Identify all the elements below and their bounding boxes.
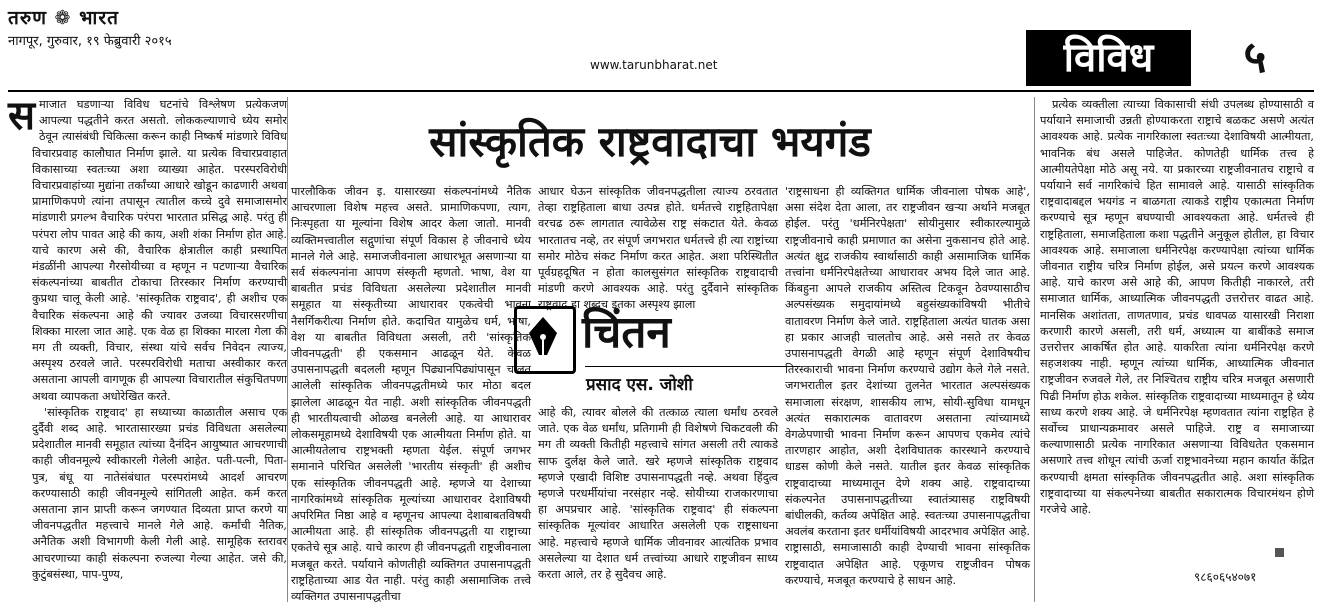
- paragraph: 'राष्ट्रसाधना ही व्यक्तिगत धार्मिक जीवनाला पोषक आहे', असा संदेश देता आला, तर राष्ट्रजीवन खऱ्या अर्थाने मजबूत होईल. परंतु 'धर्मनिरपेक्षता' सोयीनुसार स्वीकारल्यामुळे राष्ट्रजीवनाचे काही प्रमाणात का असेना नुकसानच होते आहे. अत्यंत क्षुद्र राजकीय स्वार्थासाठी काही असामाजिक धार्मिक तत्त्वांना धर्मनिरपेक्षतेच्या आधारावर अभय दिले जात आहे. किंबहुना आपले राजकीय अस्तित्व टिकवून ठेवण्यासाठीच अल्पसंख्यक समुदायांमध्ये बहुसंख्यकांविषयी भीतीचे वातावरण निर्माण केले जाते. राष्ट्रहिताला अत्यंत घातक असा हा प्रकार आजही चालतोच आहे. असे नसते तर केवळ उपासनापद्धती वेगळी आहे म्हणून संपूर्ण देशाविषयीच तिरस्काराची भावना निर्माण करण्याचे उद्योग केले गेले नसते. जगभरातील इतर देशांच्या तुलनेत भारतात अल्पसंख्यक समाजाला संरक्षण, शासकीय लाभ, सोयी-सुविधा यामधून अत्यंत सकारात्मक वातावरण असताना त्यांच्यामध्ये वेगळेपणाची भावना निर्माण करून आपणच एकमेव त्यांचे तारणहार आहोत, अशी देशविघातक कारस्थाने करण्याचे धाडस कोणी केले नसते. यातील इतर केवळ सांस्कृतिक राष्ट्रवादाच्या माध्यमातून देणे शक्य आहे. राष्ट्रवादाच्या संकल्पनेत उपासनापद्धतीच्या स्वातंत्र्यासह राष्ट्रविषयी बांधीलकी, कर्तव्य अपेक्षित आहे. स्वतःच्या उपासनापद्धतीचा अवलंब करताना इतर धर्मीयांविषयी आदरभाव अपेक्षित आहे. राष्ट्रासाठी, समाजासाठी काही देण्याची भावना सांस्कृतिक राष्ट्रवादात अपेक्षित आहे. एकूणच राष्ट्रजीवन पोषक करण्याचे, मजबूत करण्याचे हे साधन आहे.: [785, 185, 1030, 587]
- column-divider: [1034, 97, 1035, 602]
- paragraph: पारलौकिक जीवन इ. यासारख्या संकल्पनांमध्ये नैतिक आचरणाला विशेष महत्त्व असते. प्रामाणिकपणा, त्याग, निःस्पृहता या मूल्यांना विशेष आदर केला जातो. मानवी व्यक्तिमत्त्वातील सद्गुणांचा संपूर्ण विकास हे जीवनाचे ध्येय मानले गेले आहे. समाजजीवनाला आधारभूत असणाऱ्या या सर्व संकल्पनांना आपण संस्कृती म्हणतो. भाषा, वेश या बाबतीत प्रचंड विविधता असलेल्या प्रदेशातील मानवी समूहात या संस्कृतीच्या आधारावर एकत्वेची भावना नैसर्गिकरीत्या निर्माण होते. कदाचित यामुळेच धर्म, भाषा, वेश या बाबतीत विविधता असली, तरी 'सांस्कृतिक जीवनपद्धती' ही एकसमान आढळून येते. केवळ उपासनापद्धती बदलली म्हणून पिढ्यानपिढ्यांपासून चालत आलेली सांस्कृतिक जीवनपद्धतीमध्ये फार मोठा बदल झालेला आढळून येत नाही. अशी सांस्कृतिक जीवनपद्धती ही भारतीयत्वाची ओळख बनलेली आहे. या आधारावर लोकसमूहामध्ये देशाविषयी एक आत्मीयता निर्माण होते. या आत्मीयतेलाच राष्ट्रभक्ती म्हणता येईल. संपूर्ण जगभर समानाने परिचित असलेली 'भारतीय संस्कृती' ही अशीच एक सांस्कृतिक जीवनपद्धती आहे. म्हणजे या देशाच्या नागरिकांमध्ये सांस्कृतिक मूल्यांच्या आधारावर देशाविषयी अपरिमित निष्ठा आहे व म्हणूनच आपल्या देशाबाबतविषयी आत्मीयता आहे. ही सांस्कृतिक जीवनपद्धती या राष्ट्राच्या एकतेचे सूत्र आहे. याचे कारण ही जीवनपद्धती राष्ट्रजीवनाला मजबूत करते. पर्यायाने कोणतीही व्यक्तिगत उपासनापद्धती राष्ट्रहिताच्या आड येत नाही. परंतु काही असामाजिक तत्त्वे व्यक्तिगत उपासनापद्धतीचा: [291, 185, 531, 604]
- article-column-3-top: [538, 184, 778, 312]
- masthead-rule: [8, 90, 1314, 92]
- column-divider: [287, 97, 288, 602]
- article-column-2: [291, 184, 531, 604]
- article-column-3-bottom: [538, 405, 778, 595]
- author-phone: ९८६०६५४०७१: [1194, 570, 1257, 584]
- end-of-article-mark: [1275, 548, 1284, 557]
- newspaper-logo: तरुण ❁ भारत: [8, 7, 119, 29]
- website-url[interactable]: www.tarunbharat.net: [590, 58, 718, 72]
- masthead: [8, 4, 308, 49]
- article-column-4: [785, 184, 1030, 594]
- paragraph: माजात घडणाऱ्या विविध घटनांचे विश्लेषण प्रत्येकजण आपल्या पद्धतीने करत असतो. लोककल्याणाचे ध्येय समोर ठेवून त्यासंबंधी चिकित्सा करून काही निष्कर्ष मांडणारे विविध विचारप्रवाह कालौघात निर्माण झाले. या प्रत्येक विचारप्रवाहात विकासाच्या स्वतःच्या अशा व्याख्या आहेत. परस्परविरोधी विचारप्रवाहांच्या मुद्यांना तर्कांच्या आधारे खोडून काढणारी अथवा प्रामाणिकपणे त्यांना तपासून त्यातील कच्चे दुवे समाजासमोर मांडणारी प्रगल्भ वैचारिक परंपरा भारतात प्रसिद्ध आहे. परंतु ही परंपरा लोप पावत आहे की काय, अशी शंका निर्माण होत आहे. याचे कारण असे की, वैचारिक क्षेत्रातील काही प्रस्थापित मंडळींनी आपल्या गैरसोयीच्या व म्हणून न पटणाऱ्या वैचारिक संकल्पनांच्या बाबतीत टोकाचा तिरस्कार निर्माण करण्याची कुप्रथा चालू केली आहे. 'सांस्कृतिक राष्ट्रवाद', ही अशीच एक वैचारिक संकल्पना आहे की ज्यावर उजव्या विचारसरणीचा शिक्का मारला जात आहे. एक वेळ हा शिक्का मारला गेला की मग ती व्यक्ती, विचार, संस्था यांचे सर्वच निवेदन त्याज्य, अस्पृश्य ठरवले जाते. परस्परविरोधी मताचा अस्वीकार करत असताना आपली वागणूक ही आपल्या विचारातील संकुचितपणा अथवा व्यापकता अधोरेखित करते.: [32, 98, 287, 403]
- article-column-1: [8, 92, 287, 602]
- paragraph: आहे की, त्यावर बोलले की तत्काळ त्याला धर्मांध ठरवले जाते. एक वेळ धर्मांध, प्रतिगामी ही विशेषणे चिकटवली की मग ती व्यक्ती कितीही महत्त्वाचे सांगत असली तरी त्याकडे साफ दुर्लक्ष केले जाते. खरे म्हणजे सांस्कृतिक राष्ट्रवाद म्हणजे एखादी विशिष्ट उपासनापद्धती नव्हे. अथवा हिंदुत्व म्हणजे परधर्मीयांचा नरसंहार नव्हे. सोयीच्या राजकारणाचा हा अपप्रचार आहे. 'सांस्कृतिक राष्ट्रवाद' ही संकल्पना सांस्कृतिक मूल्यांवर आधारित असलेली एक राष्ट्रसाधना आहे. महत्त्वाचे म्हणजे धार्मिक जीवनावर आत्यंतिक प्रभाव असलेल्या या देशात धर्म तत्त्वांच्या आधारे राष्ट्रजीवन साध्य करता आले, तर हे सुदैवच आहे.: [538, 406, 778, 582]
- dateline: नागपूर, गुरुवार, १९ फेब्रुवारी २०१५: [8, 34, 172, 49]
- paragraph: प्रत्येक व्यक्तीला त्याच्या विकासाची संधी उपलब्ध होण्यासाठी व पर्यायाने समाजाची उन्नती होण्याकरता राष्ट्राचे बळकट असणे अत्यंत आवश्यक आहे. प्रत्येक नागरिकाला स्वतःच्या देशाविषयी आत्मीयता, भावनिक बंध असले पाहिजेत. कोणतेही धार्मिक तत्त्व हे आत्मीयतेपेक्षा मोठे असू नये. या प्रकारच्या राष्ट्रजीवनातच राष्ट्राचे व पर्यायाने सर्व नागरिकांचे हित सामावले आहे. यासाठी सांस्कृतिक राष्ट्रवादाबद्दल भयगंड न बाळगता त्याकडे राष्ट्रीय एकात्मता निर्माण करण्याचे सूत्र म्हणून बघण्याची आवश्यकता आहे. धर्मतत्त्वे ही राष्ट्रहिताला, समाजहिताला कशा पद्धतीने अनुकूल होतील, हा विचार आवश्यक आहे. समाजाला धर्मनिरपेक्ष करण्यापेक्षा त्यांच्या धार्मिक जीवनात राष्ट्रीय चरित्र निर्माण होईल, असे प्रयत्न करणे आवश्यक आहे. याचे कारण असे आहे की, आपण कितीही नाकारले, तरी समाजात धार्मिक, आध्यात्मिक जीवनपद्धती उत्तरोत्तर वाढत आहे. मानसिक अशांतता, ताणतणाव, प्रचंड धावपळ यासारखी निराशा करणारी कारणे असली, तरी धर्म, अध्यात्म या बाबींकडे समाज उत्तरोत्तर आकर्षित होत आहे. याकरिता त्यांना धर्मनिरपेक्ष करणे सहजशक्य नाही. म्हणून त्यांच्या धार्मिक, आध्यात्मिक जीवनात राष्ट्रजीवन रुजवले गेले, तर निश्चितच राष्ट्रीय चरित्र मजबूत असणारी पिढी निर्माण होऊ शकेल. सांस्कृतिक राष्ट्रवादाच्या माध्यमातून हे ध्येय साध्य करणे शक्य आहे. जे धर्मनिरपेक्ष म्हणवतात त्यांना राष्ट्रहित हे सर्वोच्च प्राधान्यक्रमावर असले पाहिजे. राष्ट्र व समाजाच्या कल्याणासाठी प्रत्येक नागरिकात असणाऱ्या विविधतेत एकसमान असणारे तत्त्व शोधून त्यांची ऊर्जा राष्ट्रभावनेच्या महान कार्यात केंद्रित करण्याची क्षमता सांस्कृतिक जीवनपद्धतीत आहे. अशा सांस्कृतिक राष्ट्रवादाच्या या संकल्पनेच्या बाबतीत सकारात्मक विचारमंथन होणे गरजेचे आहे.: [1040, 98, 1314, 517]
- paragraph: आधार घेऊन सांस्कृतिक जीवनपद्धतीला त्याज्य ठरवतात तेव्हा राष्ट्रहिताला बाधा उत्पन्न होते. धर्मतत्त्वे राष्ट्रहितापेक्षा वरचढ ठरू लागतात त्यावेळेस राष्ट्र संकटात येते. केवळ भारतातच नव्हे, तर संपूर्ण जगभरात धर्मतत्त्वे ही त्या राष्ट्रांच्या समोर मोठेच संकट निर्माण करत आहेत. अशा परिस्थितीत पूर्वग्रहदूषित न होता कालसुसंगत सांस्कृतिक राष्ट्रवादाची मांडणी करणे आवश्यक आहे. परंतु दुर्दैवाने सांस्कृतिक राष्ट्रवाद हा शब्दच इतका अस्पृश्य झाला: [538, 185, 778, 312]
- paragraph: 'सांस्कृतिक राष्ट्रवाद' हा सध्याच्या काळातील असाच एक दुर्दैवी शब्द आहे. भारतासारख्या प्रचंड विविधता असलेल्या प्रदेशातील मानवी समूहात त्यांच्या दैनंदिन आयुष्यात आचरणाची काही जीवनमूल्ये स्वीकारली गेलेली आहेत. पती-पत्नी, पिता-पुत्र, बंधू या नातेसंबंधात परस्परांमध्ये आदर्श आचरण करण्यासाठी काही जीवनमूल्ये सांगितली आहेत. कर्म करत असताना ज्ञान प्राप्ती करून जगण्यात दिव्यता प्राप्त करणे या जीवनपद्धतीत महत्त्वाचे मानले गेले आहे. कर्मांची नैतिक, अनैतिक अशी विभागणी केली गेली आहे. सामूहिक स्तरावर आचरणाच्या काही संकल्पना रुजल्या गेल्या आहेत. जसे की, कुटुंबसंस्था, पाप-पुण्य,: [32, 405, 287, 581]
- author-divider: [585, 366, 800, 367]
- article-column-5: [1040, 97, 1314, 557]
- drop-cap: स: [8, 92, 36, 139]
- page-number: ५: [1243, 32, 1267, 83]
- article-headline: सांस्कृतिक राष्ट्रवादाचा भयगंड: [429, 117, 871, 166]
- pen-nib-icon: [525, 315, 561, 359]
- author-byline: प्रसाद एस. जोशी: [586, 375, 693, 395]
- section-title: विविध: [1026, 30, 1191, 86]
- column-name: चिंतन: [582, 307, 671, 358]
